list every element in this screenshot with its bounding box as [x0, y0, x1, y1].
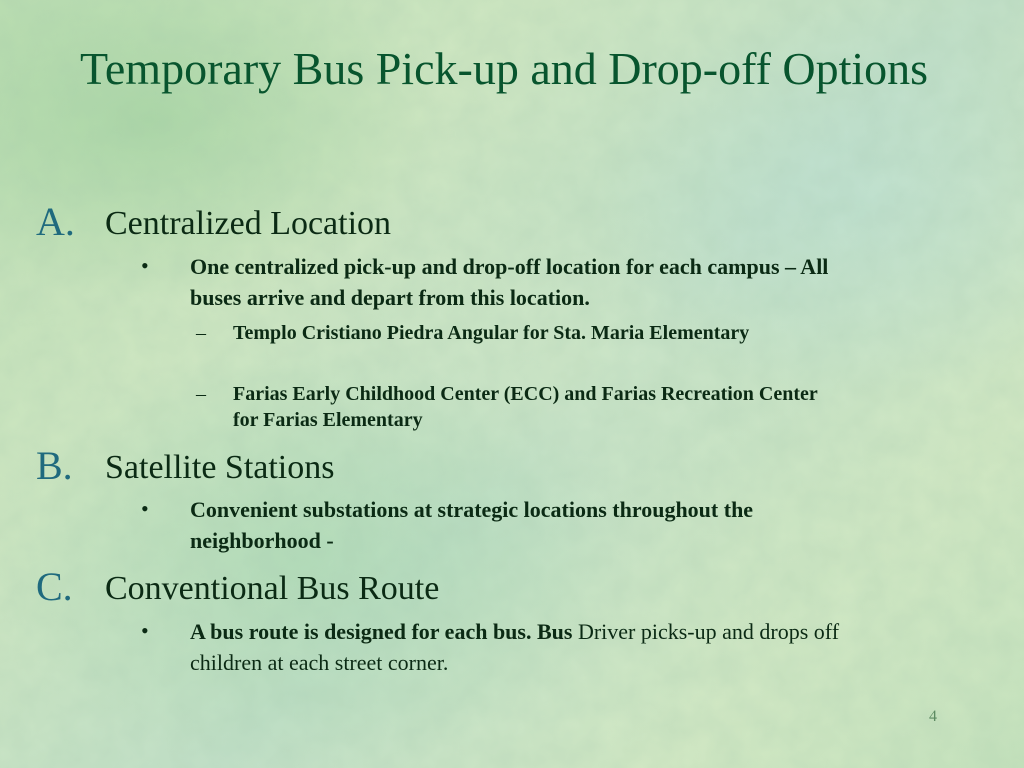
bullet-icon: •: [141, 253, 149, 278]
dash-icon: –: [196, 322, 206, 344]
option-a-heading: Centralized Location: [105, 205, 392, 242]
option-c-bullet: [190, 617, 880, 678]
option-a-sub-item-1: Templo Cristiano Piedra Angular for Sta. Maria Elementary: [233, 322, 750, 344]
option-b-heading: Satellite Stations: [105, 449, 335, 486]
page-number: 4: [929, 708, 937, 725]
option-a-sub-item-2: Farias Early Childhood Center (ECC) and Farias Recreation Center for Farias Elementary: [233, 383, 818, 431]
option-b-letter: B.: [36, 443, 73, 488]
option-b-bullet: Convenient substations at strategic locations throughout the neighborhood -: [190, 497, 754, 553]
option-c-bullet-normal: Driver picks-up and drops off children at each street corner.: [190, 619, 840, 675]
option-c-heading: Conventional Bus Route: [105, 570, 440, 607]
bullet-icon: •: [141, 496, 149, 521]
slide-title: Temporary Bus Pick-up and Drop-off Options: [80, 43, 929, 94]
dash-icon: –: [196, 383, 206, 405]
option-a-letter: A.: [36, 199, 75, 244]
option-c-letter: C.: [36, 564, 73, 609]
option-a-bullet: One centralized pick-up and drop-off location for each campus – All buses arrive and depart from this location.: [190, 254, 829, 310]
option-c-bullet-bold: A bus route is designed for each bus. Bus: [190, 619, 573, 644]
bullet-icon: •: [141, 618, 149, 643]
